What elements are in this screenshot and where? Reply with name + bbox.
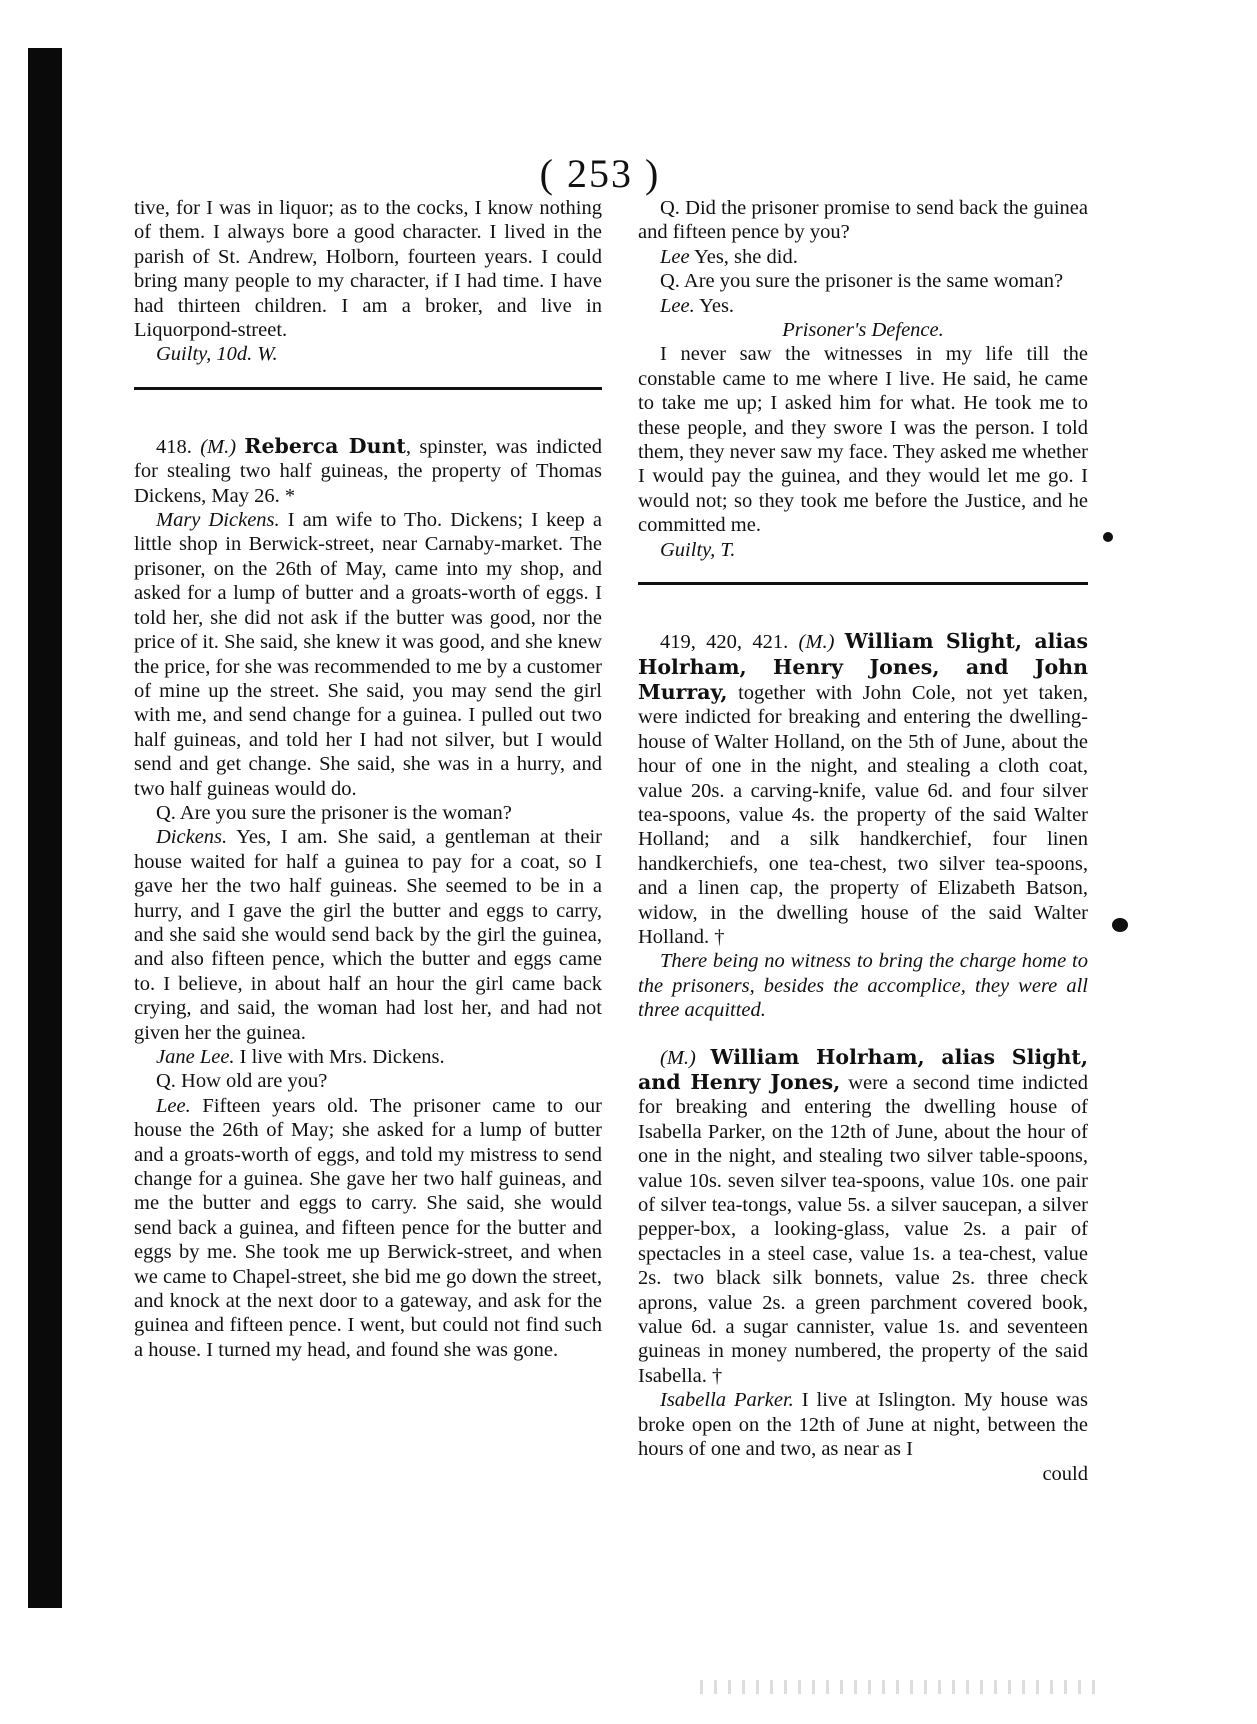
prisoner-defence: I never saw the witnesses in my life till the constable came to me where I live. He said, he came to take me up; I asked him for what. He took me to these people, and they swore I was the person. I told them, they never saw my face. They asked me whether I would pay the guinea, and they would let me go. I would not; so they took me before the Justice, and he committed me.	[638, 343, 1088, 537]
answer	[638, 294, 1088, 318]
answer-text: Yes, she did.	[689, 245, 798, 268]
question: Q. Are you sure the prisoner is the woman?	[156, 801, 512, 824]
question: Q. Did the prisoner promise to send back the guinea and fifteen pence by you?	[638, 197, 1088, 244]
binding-edge	[28, 48, 62, 1608]
left-column	[134, 196, 602, 1362]
paragraph: tive, for I was in liquor; as to the cocks, I know nothing of them. I always bore a good character. I lived in the parish of St. Andrew, Holborn, fourteen years. I could bring many people to my character, if I had time. I have had thirteen children. I am a broker, and live in Liquorpond-street.	[134, 197, 602, 342]
catchword: could	[1042, 1462, 1088, 1485]
section-rule	[638, 582, 1088, 585]
case-419-indictment	[638, 629, 1088, 949]
court-mark: (M.)	[200, 435, 237, 458]
section-heading: Prisoner's Defence.	[782, 319, 944, 342]
indictment-text: were a second time indicted for breaking and entering the dwelling house of Isabella Parker, on the 12th of June, about the hour of one in the night, and stealing two silver table-spoons, value 10s. seven silver tea-spoons, value 10s. one pair of silver tea-tongs, value 5s. a silver saucepan, a silver pepper-box, a looking-glass, value 2s. a pair of spectacles in a steel case, value 1s. a tea-chest, value 2s. two black silk bonnets, value 2s. three check aprons, value 2s. a green parchment covered book, value 6d. a sugar cannister, value 1s. and seventeen guineas in money numbered, the property of the said Isabella. †	[638, 1072, 1089, 1387]
witness-name: Isabella Parker.	[660, 1389, 794, 1412]
testimony	[134, 1045, 602, 1069]
case-418-indictment	[134, 434, 602, 508]
scan-noise	[700, 1680, 1100, 1694]
testimony-text: Yes, I am. She said, a gentleman at their house waited for half a guinea to pay for a coat, so I gave her the two half guineas. She seemed to be in a hurry, and I gave the girl the butter and eggs to carry, and she said she would send back by the girl the guinea, and also fifteen pence, which the butter and eggs came to. I believe, in about half an hour the girl came back crying, and said, the woman had lost her, and had not given her the guinea.	[134, 826, 602, 1044]
testimony	[638, 1388, 1088, 1461]
witness-name: Mary Dickens.	[156, 509, 280, 532]
answer	[638, 245, 1088, 269]
question: Q. Are you sure the prisoner is the same woman?	[660, 270, 1064, 293]
testimony-text: Fifteen years old. The prisoner came to our house the 26th of May; she asked for a lump of butter and a groats-worth of eggs, and told my mistress to send change for a guinea. She gave her two half guineas, and me the butter and eggs to carry. She said, she would send back a guinea, and fifteen pence for the butter and eggs by me. She took me up Berwick-street, and when we came to Chapel-street, she bid me go down the street, and knock at the next door to a gateway, and ask for the guinea and fifteen pence. I went, but could not find such a house. I turned my head, and found she was gone.	[134, 1094, 602, 1361]
testimony	[134, 1094, 602, 1362]
witness-name: Jane Lee.	[156, 1046, 235, 1068]
margin-mark	[1112, 918, 1128, 932]
right-column	[638, 196, 1088, 1486]
testimony-text: I am wife to Tho. Dickens; I keep a little shop in Berwick-street, near Carnaby-market. The prisoner, on the 26th of May, came into my shop, and asked for a lump of butter and a groats-worth of eggs. I told her, she did not ask if the butter was good, nor the price of it. She said, she knew it was good, and she knew the price, for she was recommended to me by a customer of mine up the street. She said, you may send the girl with me, and send change for a guinea. I pulled out two half guineas, and told her I had not silver, but I would send and get change. She said, she was in a hurry, and two half guineas would do.	[134, 509, 602, 800]
court-mark: (M.)	[798, 631, 835, 654]
indictment-text: together with John Cole, not yet taken, were indicted for breaking and entering the dwelling-house of Walter Holland, on the 5th of June, about the hour of one in the night, and stealing a cloth coat, value 20s. a carving-knife, value 6d. and four silver tea-spoons, value 4s. the property of the said Walter Holland; and a silk handkerchief, four linen handkerchiefs, one tea-chest, two silver tea-spoons, and a linen cap, the property of Elizabeth Batson, widow, in the dwelling house of the said Walter Holland. †	[638, 681, 1088, 948]
answer-text: Yes.	[694, 294, 735, 317]
verdict: Guilty, 10d. W.	[156, 343, 278, 366]
witness-name: Dickens.	[156, 826, 228, 849]
page-number: ( 253 )	[539, 151, 661, 196]
case-number: 419, 420, 421.	[660, 631, 789, 654]
testimony-text: I live with Mrs. Dickens.	[234, 1046, 445, 1068]
indictment-text: , spinster, was indicted for stealing two half guineas, the property of Thomas Dickens, May 26. *	[134, 435, 602, 507]
witness-name: Lee.	[156, 1094, 191, 1117]
witness-name: Lee	[660, 245, 690, 268]
defendant-names: William Slight, alias Holrham, Henry Jones, and John Murray,	[638, 629, 1089, 704]
verdict: Guilty, T.	[660, 538, 736, 561]
second-indictment	[638, 1045, 1088, 1389]
defendant-name: Reberca Dunt	[244, 433, 406, 458]
testimony	[134, 508, 602, 801]
court-mark: (M.)	[660, 1046, 696, 1069]
testimony	[134, 825, 602, 1045]
testimony-text: I live at Islington. My house was broke open on the 12th of June at night, between the hours of one and two, as near as I	[638, 1389, 1088, 1461]
case-number: 418.	[156, 435, 192, 458]
witness-name: Lee.	[660, 294, 695, 317]
question: Q. How old are you?	[156, 1070, 328, 1093]
acquittal-note: There being no witness to bring the charge home to the prisoners, besides the accomplice, they were all three acquitted.	[638, 950, 1088, 1022]
section-rule	[134, 387, 602, 390]
defendant-names: William Holrham, alias Slight, and Henry Jones,	[638, 1044, 1088, 1094]
margin-mark	[1103, 532, 1113, 542]
